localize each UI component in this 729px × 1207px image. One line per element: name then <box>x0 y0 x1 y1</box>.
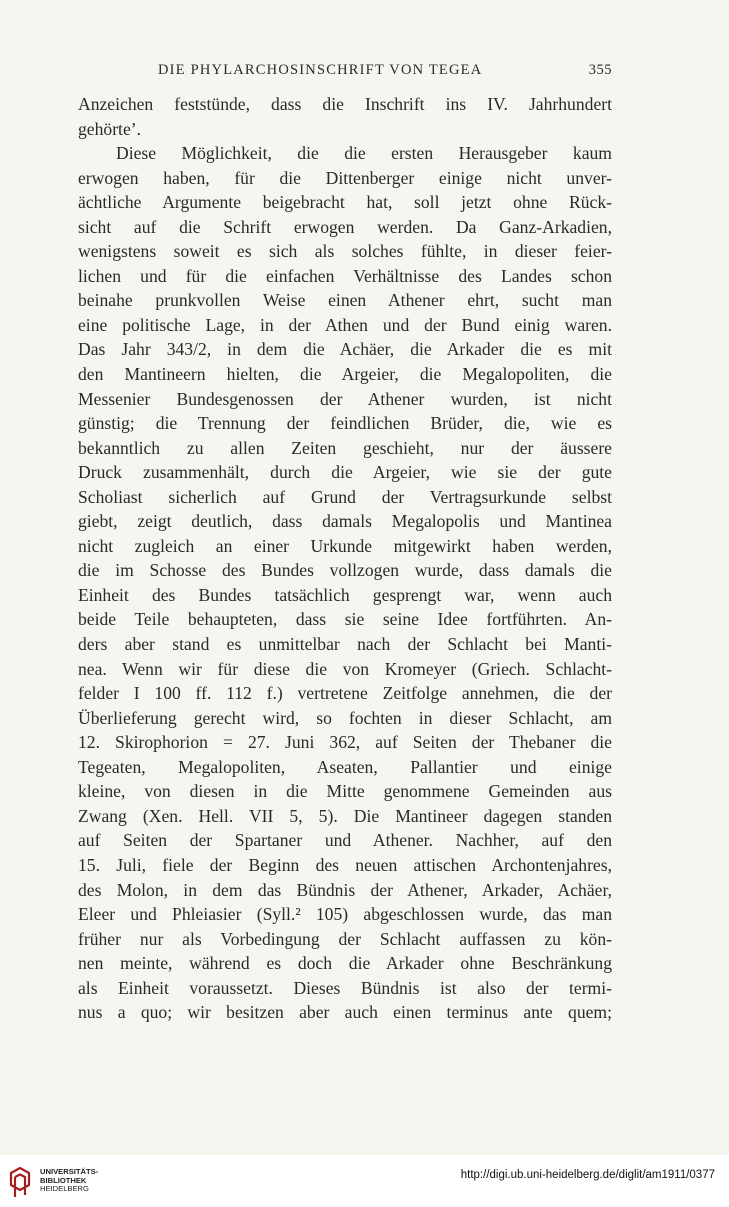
text-line: Messenier Bundesgenossen der Athener wurden, ist nicht <box>78 388 612 409</box>
text-line: Anzeichen feststünde, dass die Inschrift ins IV. Jahrhundert <box>78 94 612 114</box>
text-line: Scholiast sicherlich auf Grund der Vertragsurkunde selbst <box>78 486 612 507</box>
text-line: bekanntlich zu allen Zeiten geschieht, nur der äussere <box>78 437 612 458</box>
text-line: Zwang (Xen. Hell. VII 5, 5). Die Mantineer dagegen standen <box>78 805 612 826</box>
text-line: nus a quo; wir besitzen aber auch einen terminus ante quem; <box>78 1002 612 1023</box>
text-line: auf Seiten der Spartaner und Athener. Nachher, auf den <box>78 830 612 851</box>
body-text <box>78 92 612 1025</box>
page-number: 355 <box>588 62 612 78</box>
text-line: Diese Möglichkeit, die die ersten Herausgeber kaum <box>116 143 612 164</box>
text-line: Tegeaten, Megalopoliten, Aseaten, Pallantier und einige <box>78 756 612 777</box>
text-line: den Mantineern hielten, die Argeier, die Megalopoliten, die <box>78 364 612 385</box>
text-line: wenigstens soweit es sich als solches fühlte, in dieser feier- <box>78 241 612 262</box>
running-title: DIE PHYLARCHOSINSCHRIFT VON TEGEA <box>158 62 483 78</box>
text-line: die im Schosse des Bundes vollzogen wurde, dass damals die <box>78 560 612 581</box>
text-line: beide Teile behaupteten, dass sie seine Idee fortführten. An- <box>78 609 612 630</box>
ub-heidelberg-logo-icon <box>8 1165 32 1199</box>
text-line: kleine, von diesen in die Mitte genommene Gemeinden aus <box>78 781 612 802</box>
text-line: ächtliche Argumente beigebracht hat, soll jetzt ohne Rück- <box>78 192 612 213</box>
text-line: nicht zugleich an einer Urkunde mitgewirkt haben werden, <box>78 535 612 556</box>
text-line: 12. Skirophorion = 27. Juni 362, auf Seiten der Thebaner die <box>78 732 612 753</box>
text-line: Überlieferung gerecht wird, so fochten in dieser Schlacht, am <box>78 707 612 728</box>
text-line: sicht auf die Schrift erwogen werden. Da Ganz-Arkadien, <box>78 216 612 237</box>
library-name-line-3: HEIDELBERG <box>40 1184 89 1194</box>
text-line: gehörte’. <box>78 118 142 139</box>
text-line: eine politische Lage, in der Athen und der Bund einig waren. <box>78 314 612 335</box>
text-line: 15. Juli, fiele der Beginn des neuen attischen Archontenjahres, <box>78 854 612 875</box>
text-line: des Molon, in dem das Bündnis der Athener, Arkader, Achäer, <box>78 879 612 900</box>
text-line: erwogen haben, für die Dittenberger einige nicht unver- <box>78 167 612 188</box>
text-line: Einheit des Bundes tatsächlich gesprengt war, wenn auch <box>78 584 612 605</box>
text-line: beinahe prunkvollen Weise einen Athener ehrt, sucht man <box>78 290 612 311</box>
library-name-line-1: UNIVERSITÄTS- <box>40 1167 99 1176</box>
text-line: giebt, zeigt deutlich, dass damals Megalopolis und Mantinea <box>78 511 612 532</box>
text-line: Druck zusammenhält, durch die Argeier, wie sie der gute <box>78 462 612 483</box>
library-name-line-2: BIBLIOTHEK <box>40 1175 87 1185</box>
text-line: günstig; die Trennung der feindlichen Brüder, die, wie es <box>78 413 612 434</box>
text-line: felder I 100 ff. 112 f.) vertretene Zeitfolge annehmen, die der <box>78 683 612 704</box>
permalink-url[interactable]: http://digi.ub.uni-heidelberg.de/diglit/am1911/0377 <box>460 1169 715 1181</box>
text-line: als Einheit voraussetzt. Dieses Bündnis ist also der termi- <box>78 977 612 998</box>
text-line: nea. Wenn wir für diese die von Kromeyer (Griech. Schlacht- <box>78 658 612 679</box>
text-line: früher nur als Vorbedingung der Schlacht auffassen zu kön- <box>78 928 612 949</box>
text-line: nen meinte, während es doch die Arkader ohne Beschränkung <box>78 953 612 974</box>
text-line: ders aber stand es unmittelbar nach der Schlacht bei Manti- <box>78 634 612 655</box>
text-line: Eleer und Phleiasier (Syll.² 105) abgeschlossen wurde, das man <box>78 904 612 925</box>
footer-bar <box>0 1155 729 1207</box>
text-line: Das Jahr 343/2, in dem die Achäer, die Arkader die es mit <box>78 339 612 360</box>
text-line: lichen und für die einfachen Verhältnisse des Landes schon <box>78 265 612 286</box>
library-name <box>40 1168 98 1194</box>
